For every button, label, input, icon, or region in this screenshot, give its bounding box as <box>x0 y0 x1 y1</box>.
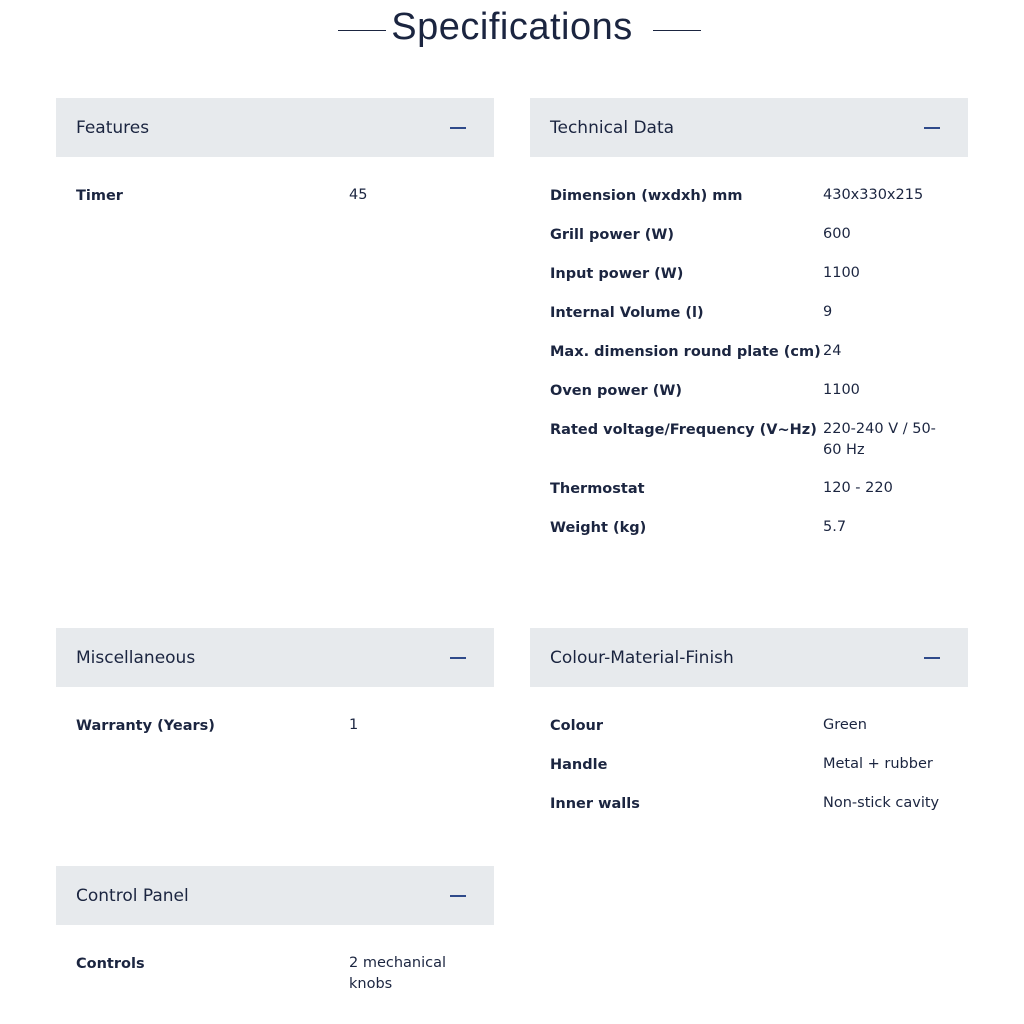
spec-value: 120 - 220 <box>823 480 893 496</box>
spec-value: 45 <box>349 187 368 203</box>
spec-row <box>530 185 968 207</box>
colour-material-finish-title: Colour-Material-Finish <box>550 647 734 668</box>
spec-value: 5.7 <box>823 519 847 535</box>
spec-value: 1100 <box>823 265 860 281</box>
spec-label: Grill power (W) <box>550 227 675 243</box>
spec-label: Colour <box>550 718 604 734</box>
spec-row <box>530 224 968 246</box>
collapse-minus-icon[interactable] <box>450 127 466 129</box>
spec-value: 1100 <box>823 382 860 398</box>
control-panel-title: Control Panel <box>76 885 189 906</box>
colour-material-finish-panel <box>530 628 968 832</box>
spec-value: 24 <box>823 343 842 359</box>
spec-row <box>530 380 968 402</box>
collapse-minus-icon[interactable] <box>450 657 466 659</box>
spec-value: 2 mechanical knobs <box>349 955 447 992</box>
collapse-minus-icon[interactable] <box>924 657 940 659</box>
control-panel-rows <box>56 925 494 995</box>
page-title: Specifications <box>391 6 633 48</box>
spec-row <box>530 754 968 776</box>
spec-row <box>530 793 968 815</box>
spec-label: Max. dimension round plate (cm) <box>550 344 821 360</box>
spec-label: Input power (W) <box>550 266 684 282</box>
spec-row <box>530 302 968 324</box>
spec-label: Dimension (wxdxh) mm <box>550 188 743 204</box>
technical-data-rows <box>530 157 968 539</box>
spec-row <box>530 478 968 500</box>
spec-row <box>530 517 968 539</box>
spec-label: Oven power (W) <box>550 383 683 399</box>
spec-label: Internal Volume (l) <box>550 305 704 321</box>
spec-row <box>530 341 968 363</box>
spec-row <box>530 263 968 285</box>
features-accordion-header[interactable] <box>56 98 494 157</box>
technical-data-panel <box>530 98 968 556</box>
spec-row <box>56 185 494 207</box>
miscellaneous-rows <box>56 687 494 737</box>
technical-data-title: Technical Data <box>550 117 675 138</box>
spec-label: Inner walls <box>550 796 640 812</box>
spec-label: Handle <box>550 757 608 773</box>
collapse-minus-icon[interactable] <box>924 127 940 129</box>
control-panel-accordion-header[interactable] <box>56 866 494 925</box>
miscellaneous-accordion-header[interactable] <box>56 628 494 687</box>
features-panel <box>56 98 494 224</box>
spec-value: Non-stick cavity <box>823 795 940 811</box>
spec-value: 600 <box>823 226 851 242</box>
spec-label: Weight (kg) <box>550 520 647 536</box>
spec-label: Rated voltage/Frequency (V~Hz) <box>550 422 817 438</box>
colour-material-finish-accordion-header[interactable] <box>530 628 968 687</box>
spec-label: Timer <box>76 188 123 204</box>
spec-value: Metal + rubber <box>823 756 933 772</box>
spec-row <box>56 953 494 995</box>
features-title: Features <box>76 117 150 138</box>
miscellaneous-title: Miscellaneous <box>76 647 196 668</box>
miscellaneous-panel <box>56 628 494 754</box>
technical-data-accordion-header[interactable] <box>530 98 968 157</box>
spec-value: 430x330x215 <box>823 187 924 203</box>
spec-row <box>530 419 968 461</box>
features-rows <box>56 157 494 207</box>
spec-row <box>530 715 968 737</box>
section-heading <box>0 0 1024 60</box>
spec-label: Warranty (Years) <box>76 718 215 734</box>
spec-value: Green <box>823 717 867 733</box>
spec-value: 9 <box>823 304 833 320</box>
colour-material-finish-rows <box>530 687 968 815</box>
spec-label: Controls <box>76 956 145 972</box>
spec-value: 220-240 V / 50-60 Hz <box>823 421 936 458</box>
spec-label: Thermostat <box>550 481 645 497</box>
control-panel-panel <box>56 866 494 1012</box>
spec-value: 1 <box>349 717 359 733</box>
heading-divider-right <box>653 30 701 31</box>
spec-row <box>56 715 494 737</box>
collapse-minus-icon[interactable] <box>450 895 466 897</box>
